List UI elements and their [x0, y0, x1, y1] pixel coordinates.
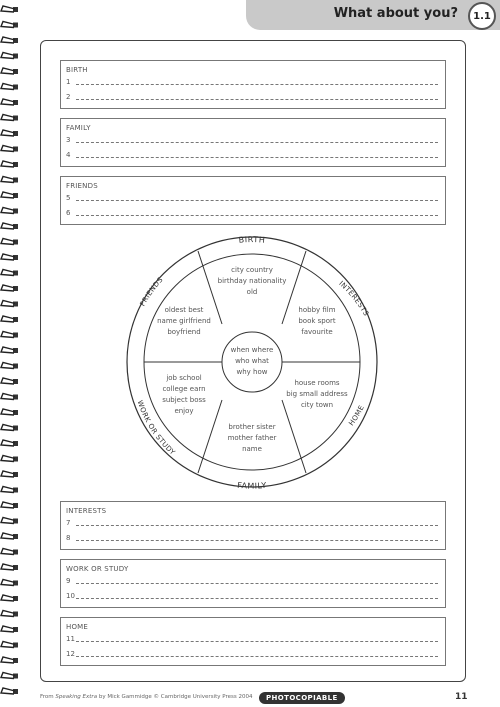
topic-wheel	[120, 233, 384, 491]
binding-ring	[1, 130, 15, 136]
binding-hole	[13, 38, 18, 43]
binding-hole	[13, 100, 18, 105]
binding-hole	[13, 612, 18, 617]
binding-hole	[13, 674, 18, 679]
segment-interests-line: favourite	[301, 328, 333, 336]
family-box	[60, 118, 446, 167]
segment-home-line: big small address	[286, 390, 348, 398]
binding-ring	[1, 657, 15, 663]
binding-ring	[1, 99, 15, 105]
binding-ring	[1, 394, 15, 400]
binding-hole	[13, 581, 18, 586]
binding-ring	[1, 239, 15, 245]
binding-hole	[13, 240, 18, 245]
answer-line[interactable]	[66, 78, 440, 88]
binding-hole	[13, 364, 18, 369]
binding-hole	[13, 54, 18, 59]
line-number: 2	[66, 93, 71, 101]
binding-ring	[1, 487, 15, 493]
binding-hole	[13, 333, 18, 338]
box-label: FAMILY	[66, 124, 91, 132]
segment-home-line: house rooms	[294, 379, 340, 387]
answer-line[interactable]	[66, 577, 440, 587]
segment-family-line: name	[242, 445, 262, 453]
binding-hole	[13, 224, 18, 229]
binding-hole	[13, 162, 18, 167]
binding-ring	[1, 84, 15, 90]
binding-hole	[13, 534, 18, 539]
svg-text:BIRTH	[238, 235, 265, 245]
binding-hole	[13, 379, 18, 384]
line-number: 6	[66, 209, 71, 217]
binding-ring	[1, 285, 15, 291]
binding-ring	[1, 68, 15, 74]
binding-hole	[13, 255, 18, 260]
binding-ring	[1, 533, 15, 539]
binding-ring	[1, 208, 15, 214]
segment-friends-line: oldest best	[164, 306, 204, 314]
binding-hole	[13, 426, 18, 431]
binding-ring	[1, 192, 15, 198]
binding-ring	[1, 688, 15, 694]
binding-ring	[1, 425, 15, 431]
wheel-label-family: FAMILY	[236, 480, 268, 491]
answer-line[interactable]	[66, 519, 440, 529]
binding-hole	[13, 457, 18, 462]
segment-family-line: brother sister	[228, 423, 276, 431]
box-label: WORK OR STUDY	[66, 565, 129, 573]
binding-ring	[1, 53, 15, 59]
binding-ring	[1, 611, 15, 617]
binding-ring	[1, 270, 15, 276]
binding-hole	[13, 627, 18, 632]
segment-work-line: subject boss	[162, 396, 206, 404]
page-number: 11	[455, 692, 468, 702]
line-number: 3	[66, 136, 71, 144]
photocopiable-badge: PHOTOCOPIABLE	[259, 692, 345, 704]
binding-hole	[13, 209, 18, 214]
segment-work-line: enjoy	[174, 407, 194, 415]
binding-hole	[13, 565, 18, 570]
binding-hole	[13, 23, 18, 28]
center-line: who what	[235, 357, 269, 365]
binding-ring	[1, 595, 15, 601]
segment-birth-line: city country	[231, 266, 273, 274]
binding-hole	[13, 193, 18, 198]
wheel-label-interests: INTERESTS	[337, 279, 371, 318]
line-number: 11	[66, 635, 75, 643]
answer-line[interactable]	[66, 534, 440, 544]
friends-box	[60, 176, 446, 225]
footer-book-title: Speaking Extra	[55, 694, 98, 700]
birth-box	[60, 60, 446, 109]
line-number: 5	[66, 194, 71, 202]
box-label: FRIENDS	[66, 182, 98, 190]
binding-hole	[13, 503, 18, 508]
wheel-label-home: HOME	[347, 403, 366, 428]
line-number: 9	[66, 577, 71, 585]
segment-friends-line: name girlfriend	[157, 317, 211, 325]
wheel-label-work: WORK OR STUDY	[135, 399, 177, 457]
binding-hole	[13, 643, 18, 648]
binding-ring	[1, 301, 15, 307]
binding-ring	[1, 378, 15, 384]
binding-ring	[1, 564, 15, 570]
line-number: 12	[66, 650, 75, 658]
work-or-study-box	[60, 559, 446, 608]
binding-ring	[1, 626, 15, 632]
segment-birth-line: birthday nationality	[217, 277, 287, 285]
unit-badge: 1.1	[468, 2, 496, 30]
binding-ring	[1, 316, 15, 322]
line-number: 8	[66, 534, 71, 542]
binding-ring	[1, 642, 15, 648]
segment-interests-line: hobby film	[298, 306, 336, 314]
binding-ring	[1, 161, 15, 167]
binding-ring	[1, 146, 15, 152]
home-box	[60, 617, 446, 666]
binding-ring	[1, 22, 15, 28]
line-number: 4	[66, 151, 71, 159]
wheel-label-friends: FRIENDS	[138, 275, 165, 308]
segment-friends-line: boyfriend	[167, 328, 201, 336]
footer-credit: by Mick Gammidge © Cambridge University Press 2004	[97, 694, 253, 700]
binding-hole	[13, 348, 18, 353]
wheel-label-birth: BIRTH	[238, 235, 266, 245]
answer-line[interactable]	[66, 151, 440, 161]
box-label: INTERESTS	[66, 507, 107, 515]
segment-birth-line: old	[246, 288, 258, 296]
binding-hole	[13, 472, 18, 477]
center-line: when where	[230, 346, 274, 354]
binding-ring	[1, 347, 15, 353]
binding-ring	[1, 115, 15, 121]
binding-ring	[1, 549, 15, 555]
segment-work-line: college earn	[162, 385, 206, 393]
answer-line[interactable]	[66, 635, 440, 645]
binding-hole	[13, 689, 18, 694]
binding-hole	[13, 116, 18, 121]
answer-line[interactable]	[66, 592, 440, 602]
answer-line[interactable]	[66, 209, 440, 219]
binding-hole	[13, 7, 18, 12]
binding-ring	[1, 37, 15, 43]
binding-hole	[13, 302, 18, 307]
binding-ring	[1, 223, 15, 229]
binding-hole	[13, 131, 18, 136]
binding-hole	[13, 271, 18, 276]
segment-interests-line: book sport	[298, 317, 336, 325]
answer-line[interactable]	[66, 136, 440, 146]
segment-work-line: job school	[166, 374, 202, 382]
binding-hole	[13, 85, 18, 90]
answer-line[interactable]	[66, 93, 440, 103]
binding-ring	[1, 673, 15, 679]
binding-hole	[13, 69, 18, 74]
box-label: BIRTH	[66, 66, 88, 74]
page-title: What about you?	[333, 6, 458, 21]
binding-ring	[1, 409, 15, 415]
binding-hole	[13, 317, 18, 322]
line-number: 10	[66, 592, 75, 600]
header-bar	[246, 0, 500, 30]
segment-family-line: mother father	[227, 434, 277, 442]
binding-hole	[13, 178, 18, 183]
binding-hole	[13, 441, 18, 446]
binding-ring	[1, 580, 15, 586]
binding-hole	[13, 410, 18, 415]
binding-hole	[13, 596, 18, 601]
binding-hole	[13, 488, 18, 493]
center-line: why how	[236, 368, 268, 376]
svg-text:FAMILY	[237, 481, 267, 491]
binding-hole	[13, 286, 18, 291]
binding-ring	[1, 471, 15, 477]
binding-ring	[1, 363, 15, 369]
binding-hole	[13, 658, 18, 663]
binding-hole	[13, 550, 18, 555]
binding-ring	[1, 254, 15, 260]
binding-hole	[13, 519, 18, 524]
binding-hole	[13, 395, 18, 400]
line-number: 7	[66, 519, 71, 527]
answer-line[interactable]	[66, 650, 440, 660]
segment-home-line: city town	[300, 401, 334, 409]
binding-hole	[13, 147, 18, 152]
spiral-binding	[0, 0, 24, 707]
binding-ring	[1, 518, 15, 524]
interests-box	[60, 501, 446, 550]
footer-prefix: From	[40, 694, 56, 700]
binding-ring	[1, 6, 15, 12]
binding-ring	[1, 502, 15, 508]
binding-ring	[1, 177, 15, 183]
binding-ring	[1, 456, 15, 462]
copyright-footer	[40, 694, 252, 700]
binding-ring	[1, 440, 15, 446]
binding-ring	[1, 332, 15, 338]
line-number: 1	[66, 78, 71, 86]
answer-line[interactable]	[66, 194, 440, 204]
box-label: HOME	[66, 623, 89, 631]
